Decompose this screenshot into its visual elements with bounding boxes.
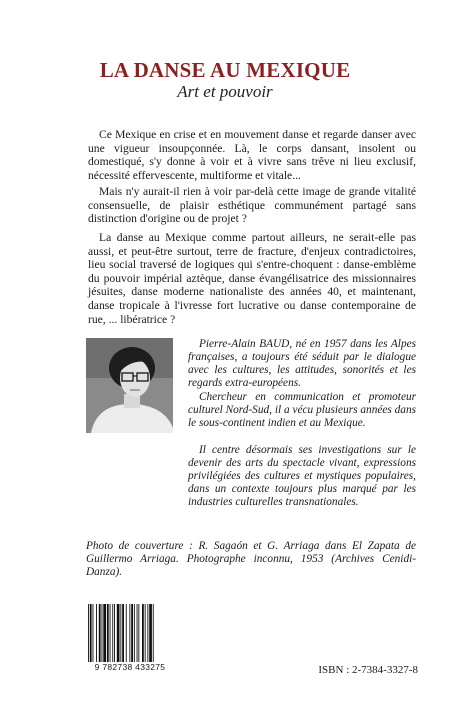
barcode-bar	[102, 604, 103, 664]
blurb-paragraph-3	[88, 231, 416, 326]
blurb-text: Mais n'y aurait-il rien à voir par-delà cette image de grande vitalité consensuelle, de plaisir esthétique communément partagé sans distinction d'origine ou de projet ?	[88, 185, 416, 226]
barcode-bar	[137, 604, 138, 664]
author-bio-1	[188, 338, 416, 390]
isbn-label: ISBN : 2-7384-3327-8	[318, 664, 418, 676]
barcode-bar	[99, 604, 101, 664]
barcode-bar	[134, 604, 135, 664]
barcode-bar	[129, 604, 130, 664]
barcode-bar	[149, 604, 152, 664]
blurb-paragraph-2	[88, 185, 416, 226]
barcode-bar	[131, 604, 133, 664]
blurb-text: La danse au Mexique comme partout ailleurs, ne serait-elle pas aussi, et peut-être surtout, terre de fracture, d'enjeux contradictoires, lieu social traversé de logiques qui s'entre-choquent : danse-emblème du pouvoir impérial aztèque, danse évangélisatrice des missionnaires jésuites, danse moderne nationaliste des années 40, et maintenant, danse tropicale à l'ivresse fort lucrative ou danse contemporaine de rue, ... libératrice ?	[88, 231, 416, 326]
bio-text: Chercheur en communication et promoteur culturel Nord-Sud, il a vécu plusieurs années dans le sous-continent indien et au Mexique.	[188, 391, 416, 430]
barcode-bar	[126, 604, 127, 664]
barcode-bar	[112, 604, 113, 664]
barcode-bar	[103, 604, 106, 664]
author-bio-2	[188, 391, 416, 430]
author-portrait	[86, 338, 173, 433]
bio-text: Il centre désormais ses investigations sur le devenir des arts du spectacle vivant, expressions privilégiées des cultures et mystiques populaires, dans un contexte toujours plus marqué par les industries culturelles transnationales.	[188, 444, 416, 509]
barcode-bar	[93, 604, 94, 664]
blurb-paragraph-1	[88, 128, 416, 182]
barcode-bar	[90, 604, 92, 664]
blurb-text: Ce Mexique en crise et en mouvement danse et regarde danser avec une vigueur insoupçonnée. Là, le corps dansant, insolent ou domestiqué, s'y donne à voir et à vivre sans trêve ni lieu exclusif, nécessité effervescente, multiforme et vitale...	[88, 128, 416, 182]
barcode-bar	[145, 604, 146, 664]
barcode-bar	[117, 604, 120, 664]
barcode-bar	[96, 604, 97, 664]
bio-text: Pierre-Alain BAUD, né en 1957 dans les Alpes françaises, a toujours été séduit par le dialogue avec les cultures, les attitudes, sonorités et les regards extra-européens.	[188, 338, 416, 390]
portrait-image	[86, 338, 173, 433]
book-title: LA DANSE AU MEXIQUE	[99, 58, 351, 82]
barcode-bar	[153, 604, 154, 664]
barcode-bar	[88, 604, 89, 664]
barcode-bar	[142, 604, 144, 664]
barcode-bar	[120, 604, 121, 664]
author-bio-3	[188, 444, 416, 509]
barcode-bar	[107, 604, 109, 664]
book-subtitle: Art et pouvoir	[177, 82, 273, 101]
cover-photo-caption: Photo de couverture : R. Sagaón et G. Arriaga dans El Zapata de Guillermo Arriaga. Photographe inconnu, 1953 (Archives Cenidi-Danza).	[86, 540, 416, 579]
barcode-number: 9 782738 433275	[86, 662, 174, 672]
barcode-bar	[138, 604, 139, 664]
barcode-bar	[122, 604, 124, 664]
barcode-bar	[114, 604, 115, 664]
barcode-bar	[147, 604, 148, 664]
barcode-bar	[110, 604, 111, 664]
